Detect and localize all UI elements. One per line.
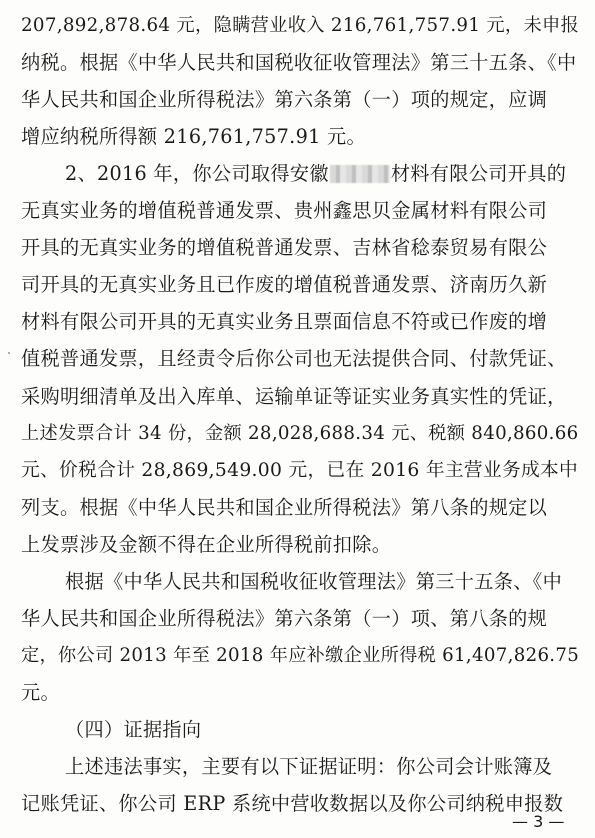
text-line: 华人民共和国企业所得税法》第六条第（一）项、第八条的规 (21, 606, 548, 630)
text-line: 纳税。根据《中华人民共和国税收征收管理法》第三十五条、《中 (21, 51, 577, 74)
text-line: 值税普通发票，且经责令后你公司也无法提供合同、付款凭证、 (21, 347, 567, 371)
text-line: 元。 (21, 680, 60, 704)
text-line: 司开具的无真实业务且已作废的增值税普通发票、济南历久新 (21, 273, 548, 297)
text-line: 记账凭证、你公司 ERP 系统中营收数据以及你公司纳税申报数 (21, 792, 564, 815)
text-segment: 材料有限公司开具的 (390, 162, 567, 186)
text-line: 上述违法事实，主要有以下证据证明：你公司会计账簿及 (65, 755, 553, 778)
text-line: 元、价税合计 28,869,549.00 元，已在 2016 年主营业务成本中 (21, 459, 579, 481)
text-line: 列支。根据《中华人民共和国企业所得税法》第八条的规定以 (21, 495, 548, 519)
text-line: 材料有限公司开具的无真实业务且票面信息不符或已作废的增 (21, 310, 548, 334)
text-line: 华人民共和国企业所得税法》第六条第（一）项的规定，应调 (21, 88, 548, 112)
text-line: 开具的无真实业务的增值税普通发票、吉林省稔泰贸易有限公 (21, 236, 548, 260)
text-line: 增应纳税所得额 216,761,757.91 元。 (21, 125, 366, 149)
text-line: 207,892,878.64 元，隐瞒营业收入 216,761,757.91 元，未申报 (21, 15, 580, 36)
scan-speck (8, 352, 10, 354)
page-number: — 3 — (512, 812, 565, 831)
text-line: 无真实业务的增值税普通发票、贵州鑫思贝金属材料有限公司 (21, 199, 548, 223)
section-heading: （四）证据指向 (65, 717, 202, 741)
text-line: 上述发票合计 34 份，金额 28,028,688.34 元、税额 840,860.66 (21, 422, 579, 444)
redaction-mark (330, 165, 390, 183)
text-line: 定，你公司 2013 年至 2018 年应补缴企业所得税 61,407,826.75 (21, 644, 580, 666)
item-2-first-line (65, 162, 566, 186)
text-line: 根据《中华人民共和国税收征收管理法》第三十五条、《中 (65, 569, 563, 593)
text-line: 采购明细清单及出入库单、运输单证等证实业务真实性的凭证， (21, 384, 567, 408)
text-segment: 2、2016 年，你公司取得安徽 (65, 162, 329, 186)
text-line: 上发票涉及金额不得在企业所得税前扣除。 (21, 532, 392, 556)
